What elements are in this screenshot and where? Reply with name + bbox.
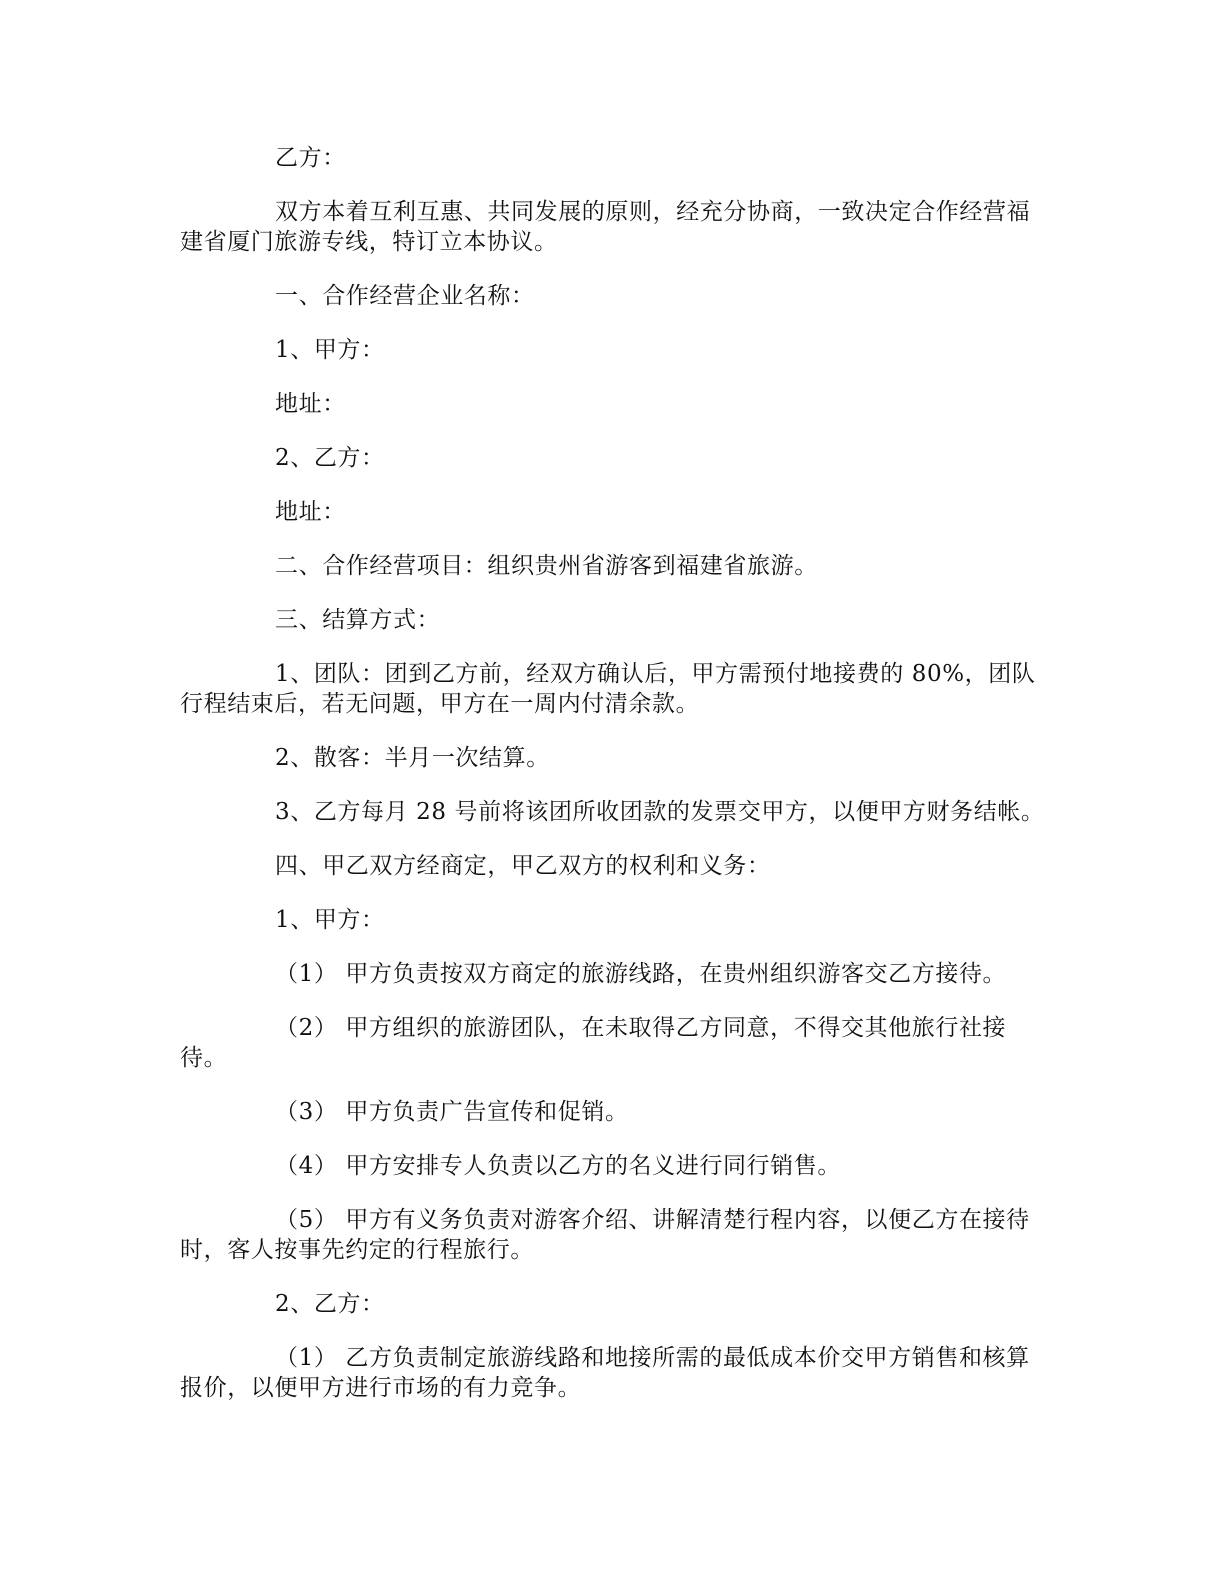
paragraph bbox=[180, 1205, 1040, 1265]
paragraph-line: 二、合作经营项目：组织贵州省游客到福建省旅游。 bbox=[275, 553, 818, 579]
paragraph-line: 乙方： bbox=[275, 145, 346, 171]
paragraph bbox=[180, 905, 1040, 935]
paragraph-line: 待。 bbox=[180, 1045, 228, 1071]
paragraph bbox=[180, 281, 1040, 311]
paragraph bbox=[180, 443, 1040, 473]
paragraph bbox=[180, 197, 1040, 257]
paragraph-line: （5） 甲方有义务负责对游客介绍、讲解清楚行程内容，以便乙方在接待 bbox=[275, 1207, 1030, 1233]
paragraph-line: 1、团队：团到乙方前，经双方确认后，甲方需预付地接费的 80%，团队 bbox=[275, 661, 1036, 687]
paragraph bbox=[180, 143, 1040, 173]
paragraph-line: 地址： bbox=[275, 499, 346, 525]
paragraph-line: （1） 甲方负责按双方商定的旅游线路，在贵州组织游客交乙方接待。 bbox=[275, 961, 1007, 987]
paragraph bbox=[180, 1151, 1040, 1181]
paragraph bbox=[180, 1097, 1040, 1127]
paragraph-line: （1） 乙方负责制定旅游线路和地接所需的最低成本价交甲方销售和核算 bbox=[275, 1345, 1030, 1371]
paragraph bbox=[180, 1343, 1040, 1403]
paragraph bbox=[180, 551, 1040, 581]
paragraph bbox=[180, 797, 1045, 827]
paragraph bbox=[180, 743, 1040, 773]
paragraph-line: 建省厦门旅游专线，特订立本协议。 bbox=[180, 229, 558, 255]
paragraph-line: 2、散客：半月一次结算。 bbox=[275, 745, 550, 771]
paragraph-line: 行程结束后，若无问题，甲方在一周内付清余款。 bbox=[180, 691, 700, 717]
paragraph-line: 2、乙方： bbox=[275, 445, 385, 471]
paragraph bbox=[180, 659, 1040, 719]
paragraph bbox=[180, 1013, 1040, 1073]
paragraph bbox=[180, 851, 1040, 881]
paragraph-line: 2、乙方： bbox=[275, 1291, 385, 1317]
paragraph-line: 四、甲乙双方经商定，甲乙双方的权利和义务： bbox=[275, 853, 771, 879]
document-body bbox=[180, 143, 1045, 1427]
paragraph-line: 3、乙方每月 28 号前将该团所收团款的发票交甲方，以便甲方财务结帐。 bbox=[275, 799, 1045, 825]
paragraph-line: （3） 甲方负责广告宣传和促销。 bbox=[275, 1099, 629, 1125]
paragraph-line: 报价，以便甲方进行市场的有力竞争。 bbox=[180, 1375, 582, 1401]
paragraph-line: 1、甲方： bbox=[275, 907, 385, 933]
paragraph bbox=[180, 959, 1040, 989]
paragraph-line: （4） 甲方安排专人负责以乙方的名义进行同行销售。 bbox=[275, 1153, 841, 1179]
paragraph bbox=[180, 605, 1040, 635]
paragraph bbox=[180, 497, 1040, 527]
paragraph bbox=[180, 389, 1040, 419]
paragraph bbox=[180, 335, 1040, 365]
paragraph-line: 地址： bbox=[275, 391, 346, 417]
paragraph-line: 1、甲方： bbox=[275, 337, 385, 363]
paragraph-line: 一、合作经营企业名称： bbox=[275, 283, 535, 309]
paragraph-line: 双方本着互利互惠、共同发展的原则，经充分协商，一致决定合作经营福 bbox=[275, 199, 1031, 225]
paragraph-line: （2） 甲方组织的旅游团队，在未取得乙方同意，不得交其他旅行社接 bbox=[275, 1015, 1007, 1041]
paragraph-line: 时，客人按事先约定的行程旅行。 bbox=[180, 1237, 534, 1263]
paragraph-line: 三、结算方式： bbox=[275, 607, 441, 633]
paragraph bbox=[180, 1289, 1040, 1319]
